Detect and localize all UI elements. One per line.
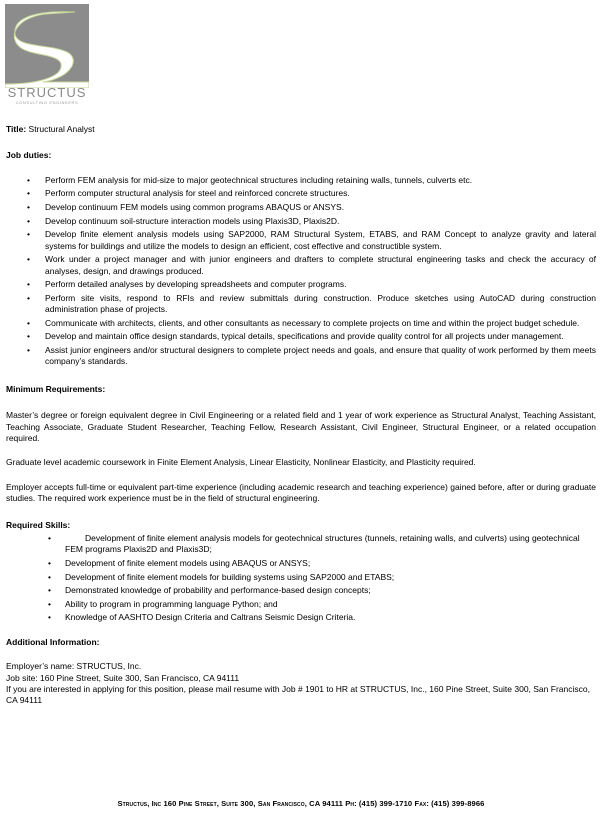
title-label: Title: — [6, 124, 27, 134]
job-title-line — [6, 124, 596, 135]
page-footer: Structus, Inc 160 Pine Street, Suite 300, San Francisco, CA 94111 Ph: (415) 399-1710 Fax: (415) 399-8966 — [117, 799, 485, 808]
list-item: • Demonstrated knowledge of probability and performance-based design concepts; — [6, 585, 596, 596]
logo-subtitle: CONSULTING ENGINEERS — [15, 100, 79, 105]
job-duties-heading: Job duties: — [6, 150, 52, 161]
list-item: • Development of finite element models using ABAQUS or ANSYS; — [6, 558, 596, 569]
list-item: • Perform FEM analysis for mid-size to major geotechnical structures including retaining walls, tunnels, culverts etc. — [6, 175, 596, 186]
job-title: Structural Analyst — [28, 124, 95, 134]
company-logo — [5, 4, 89, 105]
additional-information-heading: Additional Information: — [6, 636, 100, 647]
list-item: • Knowledge of AASHTO Design Criteria and Caltrans Seismic Design Criteria. — [6, 612, 596, 623]
logo-wordmark: STRUCTUS — [7, 85, 87, 100]
required-skills-list — [6, 533, 596, 624]
job-posting — [6, 124, 596, 707]
list-item: • Development of finite element models for building systems using SAP2000 and ETABS; — [6, 572, 596, 583]
required-skills-heading: Required Skills: — [6, 519, 71, 530]
list-item: • Develop continuum soil-structure interaction models using Plaxis3D, Plaxis2D. — [6, 216, 596, 227]
list-item: • Perform computer structural analysis for steel and reinforced concrete structures. — [6, 188, 596, 199]
requirements-paragraph: Graduate level academic coursework in Finite Element Analysis, Linear Elasticity, Nonlinear Elasticity, and Plasticity required. — [6, 457, 476, 468]
list-item: • Perform detailed analyses by developing spreadsheets and computer programs. — [6, 279, 596, 290]
list-item — [6, 533, 596, 556]
requirements-paragraph: Master’s degree or foreign equivalent degree in Civil Engineering or a related field and 1 year of work experience as Structural Analyst, Teaching Assistant, Teaching Associate, Graduate Student Researcher, Teaching Fellow, Research Assistant, Civil Engineer, Structural Engineer, or a related occupation required. — [6, 410, 596, 443]
job-duties-list — [6, 175, 596, 368]
list-item: • Work under a project manager and with junior engineers and drafters to complete structural engineering tasks and check the accuracy of analyses, design, and drawings produced. — [6, 254, 596, 277]
employer-name: Employer’s name: STRUCTUS, Inc. — [6, 661, 142, 672]
s-logo-mark-icon — [5, 4, 89, 88]
list-item: • Develop finite element analysis models using SAP2000, RAM Structural System, ETABS, and RAM Concept to analyze gravity and lateral systems for buildings and utilize the models to design an efficient, cost effective and constructible system. — [6, 229, 596, 252]
requirements-paragraph: Employer accepts full-time or equivalent part-time experience (including academic research and teaching experience) gained before, after or during graduate studies. The required work experience must be in the field of structural engineering. — [6, 481, 596, 504]
job-site: Job site: 160 Pine Street, Suite 300, San Francisco, CA 94111 — [6, 672, 240, 683]
list-item: • Communicate with architects, clients, and other consultants as necessary to complete projects on time and within the project budget schedule. — [6, 318, 596, 329]
list-item: • Ability to program in programming language Python; and — [6, 599, 596, 610]
list-item: • Develop continuum FEM models using common programs ABAQUS or ANSYS. — [6, 202, 596, 213]
minimum-requirements-heading: Minimum Requirements: — [6, 383, 106, 394]
list-item: • Assist junior engineers and/or structural designers to complete project needs and goals, and ensure that quality of work performed by them meets company’s standards. — [6, 345, 596, 368]
list-item: • Develop and maintain office design standards, typical details, specifications and provide quality control for all projects under management. — [6, 331, 596, 342]
application-instructions: If you are interested in applying for this position, please mail resume with Job # 1901 to HR at STRUCTUS, Inc., 160 Pine Street, Suite 300, San Francisco, CA 94111 — [6, 684, 590, 706]
list-item: • Perform site visits, respond to RFIs and review submittals during construction. Produce sketches using AutoCAD during construction administration phase of projects. — [6, 293, 596, 316]
skill-text: Development of finite element analysis models for geotechnical structures (tunnels, retaining walls, and culverts) using geotechnical FEM programs Plaxis2D and Plaxis3D; — [65, 533, 580, 555]
